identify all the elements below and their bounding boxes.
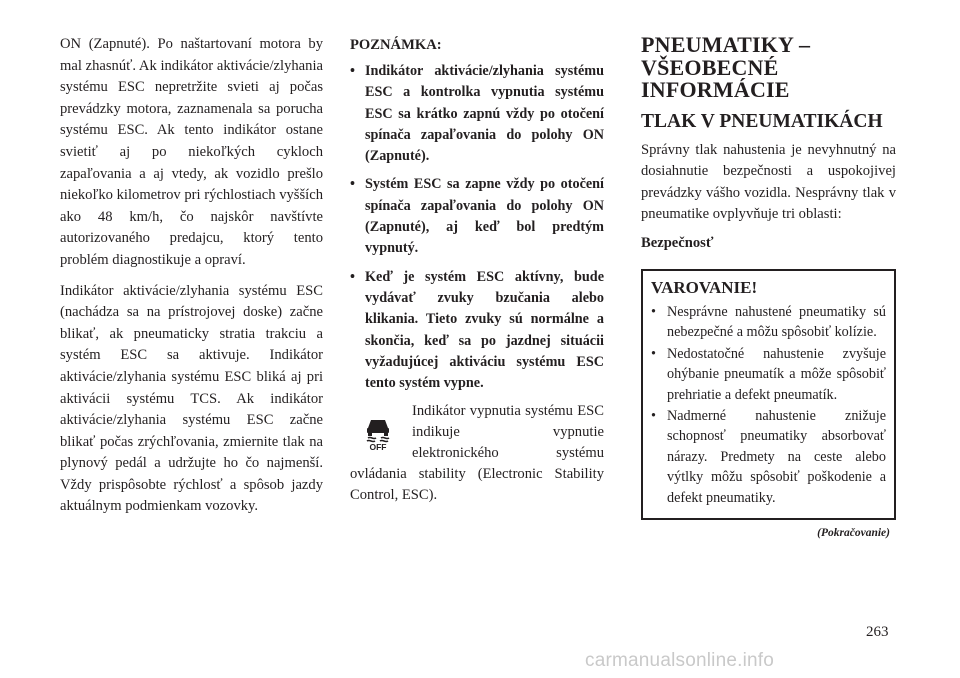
paragraph-esc-light-flashing: Indikátor aktivácie/zlyhania systému ESC (nachádza sa na prístrojovej doske) začne blikať, ak pneumaticky stratia trakciu a systém ESC sa aktivuje. Indikátor aktivácie/zlyhania systému ESC bliká aj pri aktivácii systému TCS. Ak indikátor aktivácie/zlyhania systému ESC začne blikať počas zrýchľovania, zmiernite tlak na plynový pedál a udržujte ho čo najmenší. Vždy prispôsobte rýchlosť a spôsob jazdy aktuálnym podmienkam vozovky. bbox=[60, 282, 323, 515]
note-item: • Indikátor aktivácie/zlyhania systému ESC a kontrolka vypnutia systému ESC sa krátko zapnú vždy po otočení spínača zapaľovania do polohy ON (Zapnuté). bbox=[350, 61, 604, 167]
note-list bbox=[350, 61, 604, 394]
esc-off-indicator-block bbox=[350, 401, 604, 506]
column-right bbox=[641, 34, 896, 539]
continued-note: (Pokračovanie) bbox=[817, 526, 890, 539]
section-heading: PNEUMATIKY – VŠEOBECNÉ INFORMÁCIE bbox=[641, 32, 811, 102]
warning-title: VAROVANIE! bbox=[651, 277, 758, 297]
esc-off-icon bbox=[364, 417, 392, 451]
esc-off-description: Indikátor vypnutia systému ESC indikuje vypnutie elektronického systému ovládania stability (Electronic Stability Control, ESC). bbox=[350, 403, 604, 504]
warning-list bbox=[651, 302, 886, 508]
esc-off-icon-label: OFF bbox=[369, 442, 387, 452]
safety-label: Bezpečnosť bbox=[641, 234, 714, 251]
warning-box bbox=[641, 269, 896, 520]
column-left bbox=[60, 34, 323, 518]
warning-item: • Nedostatočné nahustenie zvyšuje ohýbanie pneumatík a môže spôsobiť prehriatie a defekt pneumatík. bbox=[651, 344, 886, 405]
subsection-heading: TLAK V PNEUMATIKÁCH bbox=[641, 110, 883, 132]
paragraph-esc-light-persistent: ON (Zapnuté). Po naštartovaní motora by mal zhasnúť. Ak indikátor aktivácie/zlyhania systému ESC nepretržite svieti aj počas prevádzky motora, zaznamenala sa porucha systému ESC. Ak tento indikátor ostane svietiť aj po niekoľkých cykloch zapaľovania a aj vtedy, ak vozidlo prešlo niekoľko kilometrov pri rýchlostiach vyšších ako 48 km/h, čo najskôr navštívte autorizovaného predajcu, ktorý tento problém diagnostikuje a opraví. bbox=[60, 36, 323, 268]
watermark: carmanualsonline.info bbox=[585, 650, 775, 671]
intro-paragraph: Správny tlak nahustenia je nevyhnutný na dosiahnutie bezpečnosti a uspokojivej prevádzky vášho vozidla. Nesprávny tlak v pneumatike ovplyvňuje tri oblasti: bbox=[641, 141, 896, 223]
note-title: POZNÁMKA: bbox=[350, 37, 442, 53]
note-item: • Keď je systém ESC aktívny, bude vydávať zvuky bzučania alebo klikania. Tieto zvuky sú normálne a skončia, keď sa po jazdnej situácii vyžadujúcej aktiváciu systému ESC tento systém vypne. bbox=[350, 267, 604, 395]
page-number: 263 bbox=[866, 624, 889, 640]
note-item: • Systém ESC sa zapne vždy po otočení spínača zapaľovania do polohy ON (Zapnuté), aj keď bol predtým vypnutý. bbox=[350, 174, 604, 259]
column-middle bbox=[350, 34, 604, 506]
warning-item: • Nadmerné nahustenie znižuje schopnosť pneumatiky absorbovať nárazy. Predmety na ceste alebo výtlky môžu spôsobiť poškodenie a defekt pneumatiky. bbox=[651, 406, 886, 508]
warning-item: • Nesprávne nahustené pneumatiky sú nebezpečné a môžu spôsobiť kolízie. bbox=[651, 302, 886, 343]
